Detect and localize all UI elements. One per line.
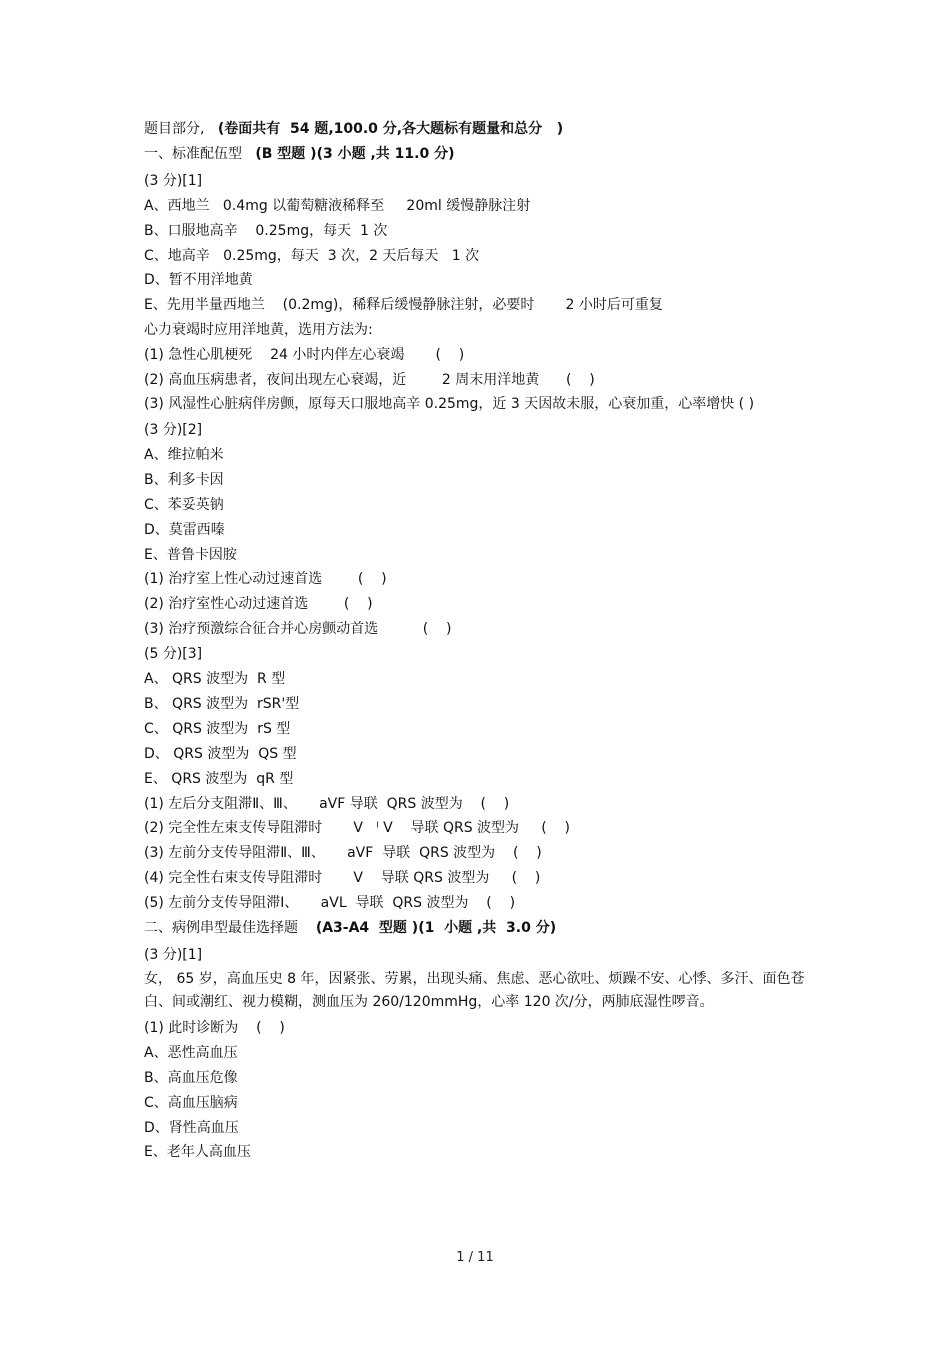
- q1-option-d: D、暂不用洋地黄: [144, 272, 253, 289]
- header-text: 题目部分,: [144, 121, 218, 137]
- q1-sub-3: (3) 风湿性心脏病伴房颤，原每天口服地高辛 0.25mg，近 3 天因故未服，心衰加重，心率增快 ( ): [144, 395, 755, 412]
- q3-option-a: A、 QRS 波型为 R 型: [144, 671, 286, 688]
- q1-option-a: A、西地兰 0.4mg 以葡萄糖液稀释至 20ml 缓慢静脉注射: [144, 197, 531, 214]
- q2-sub-3: (3) 治疗预激综合征合并心房颤动首选 ( ): [144, 621, 452, 638]
- q4-option-d: D、肾性高血压: [144, 1119, 239, 1136]
- q3-option-e: E、 QRS 波型为 qR 型: [144, 770, 294, 787]
- q3-sub-4: (4) 完全性右束支传导阻滞时 V 导联 QRS 波型为 ( ): [144, 870, 541, 887]
- q4-option-e: E、老年人高血压: [144, 1144, 251, 1161]
- q3-sub-1: (1) 左后分支阻滞Ⅱ、Ⅲ、 aVF 导联 QRS 波型为 ( ): [144, 795, 510, 812]
- section-2-info: (A3-A4 型题 )(1 小题 ,共 3.0 分): [315, 920, 557, 937]
- q4-score: (3 分)[1]: [144, 947, 203, 963]
- q1-stem: 心力衰竭时应用洋地黄，选用方法为:: [144, 322, 373, 339]
- q1-sub-1: (1) 急性心肌梗死 24 小时内伴左心衰竭 ( ): [144, 347, 465, 364]
- q3-option-b: B、 QRS 波型为 rSR'型: [144, 695, 300, 712]
- q3-score: (5 分)[3]: [144, 646, 203, 663]
- exam-header: [144, 117, 808, 142]
- q4-option-b: B、高血压危像: [144, 1069, 238, 1086]
- q4-case: 女， 65 岁，高血压史 8 年，因紧张、劳累，出现头痛、焦虑、恶心欲吐、烦躁不安、心悸、多汗、面色苍白、间或潮红、视力模糊，测血压为 260/120mmHg，心率 120 次/分，两肺底湿性啰音。: [144, 970, 805, 1010]
- q1-option-b: B、口服地高辛 0.25mg，每天 1 次: [144, 222, 388, 239]
- document-body: [144, 117, 808, 1165]
- section-1-title: [144, 142, 808, 167]
- q1-score: (3 分)[1]: [144, 172, 203, 189]
- section-1-label: 一、标准配伍型: [144, 145, 256, 162]
- q1-option-c: C、地高辛 0.25mg，每天 3 次，2 天后每天 1 次: [144, 247, 480, 264]
- q4-option-a: A、恶性高血压: [144, 1044, 238, 1061]
- q2-option-e: E、普鲁卡因胺: [144, 546, 237, 563]
- q1-option-e: E、先用半量西地兰 (0.2mg)，稀释后缓慢静脉注射，必要时 2 小时后可重复: [144, 297, 663, 314]
- q2-option-d: D、莫雷西嗪: [144, 521, 225, 538]
- q2-option-c: C、苯妥英钠: [144, 496, 224, 513]
- section-1-info: (B 型题 )(3 小题 ,共 11.0 分): [255, 145, 455, 162]
- page-number: 1 / 11: [456, 1250, 494, 1265]
- q3-sub-2: (2) 完全性左束支传导阻滞时 V ˡ V 导联 QRS 波型为 ( ): [144, 820, 571, 837]
- q4-option-c: C、高血压脑病: [144, 1094, 238, 1111]
- q3-option-c: C、 QRS 波型为 rS 型: [144, 720, 291, 737]
- q2-sub-2: (2) 治疗室性心动过速首选 ( ): [144, 596, 373, 613]
- q1-sub-2: (2) 高血压病患者，夜间出现左心衰竭，近 2 周末用洋地黄 ( ): [144, 372, 595, 389]
- q4-sub-1: (1) 此时诊断为 ( ): [144, 1019, 285, 1036]
- q3-sub-5: (5) 左前分支传导阻滞Ⅰ、 aVL 导联 QRS 波型为 ( ): [144, 895, 516, 912]
- q3-option-d: D、 QRS 波型为 QS 型: [144, 745, 297, 762]
- section-2-title: [144, 916, 808, 941]
- q2-option-a: A、维拉帕米: [144, 446, 224, 463]
- section-2-label: 二、病例串型最佳选择题: [144, 920, 316, 937]
- q2-option-b: B、利多卡因: [144, 471, 224, 488]
- q2-sub-1: (1) 治疗室上性心动过速首选 ( ): [144, 571, 387, 588]
- q2-score: (3 分)[2]: [144, 421, 203, 438]
- q3-sub-3: (3) 左前分支传导阻滞Ⅱ、Ⅲ、 aVF 导联 QRS 波型为 ( ): [144, 845, 542, 862]
- header-detail: (卷面共有 54 题,100.0 分,各大题标有题量和总分 ): [217, 121, 564, 137]
